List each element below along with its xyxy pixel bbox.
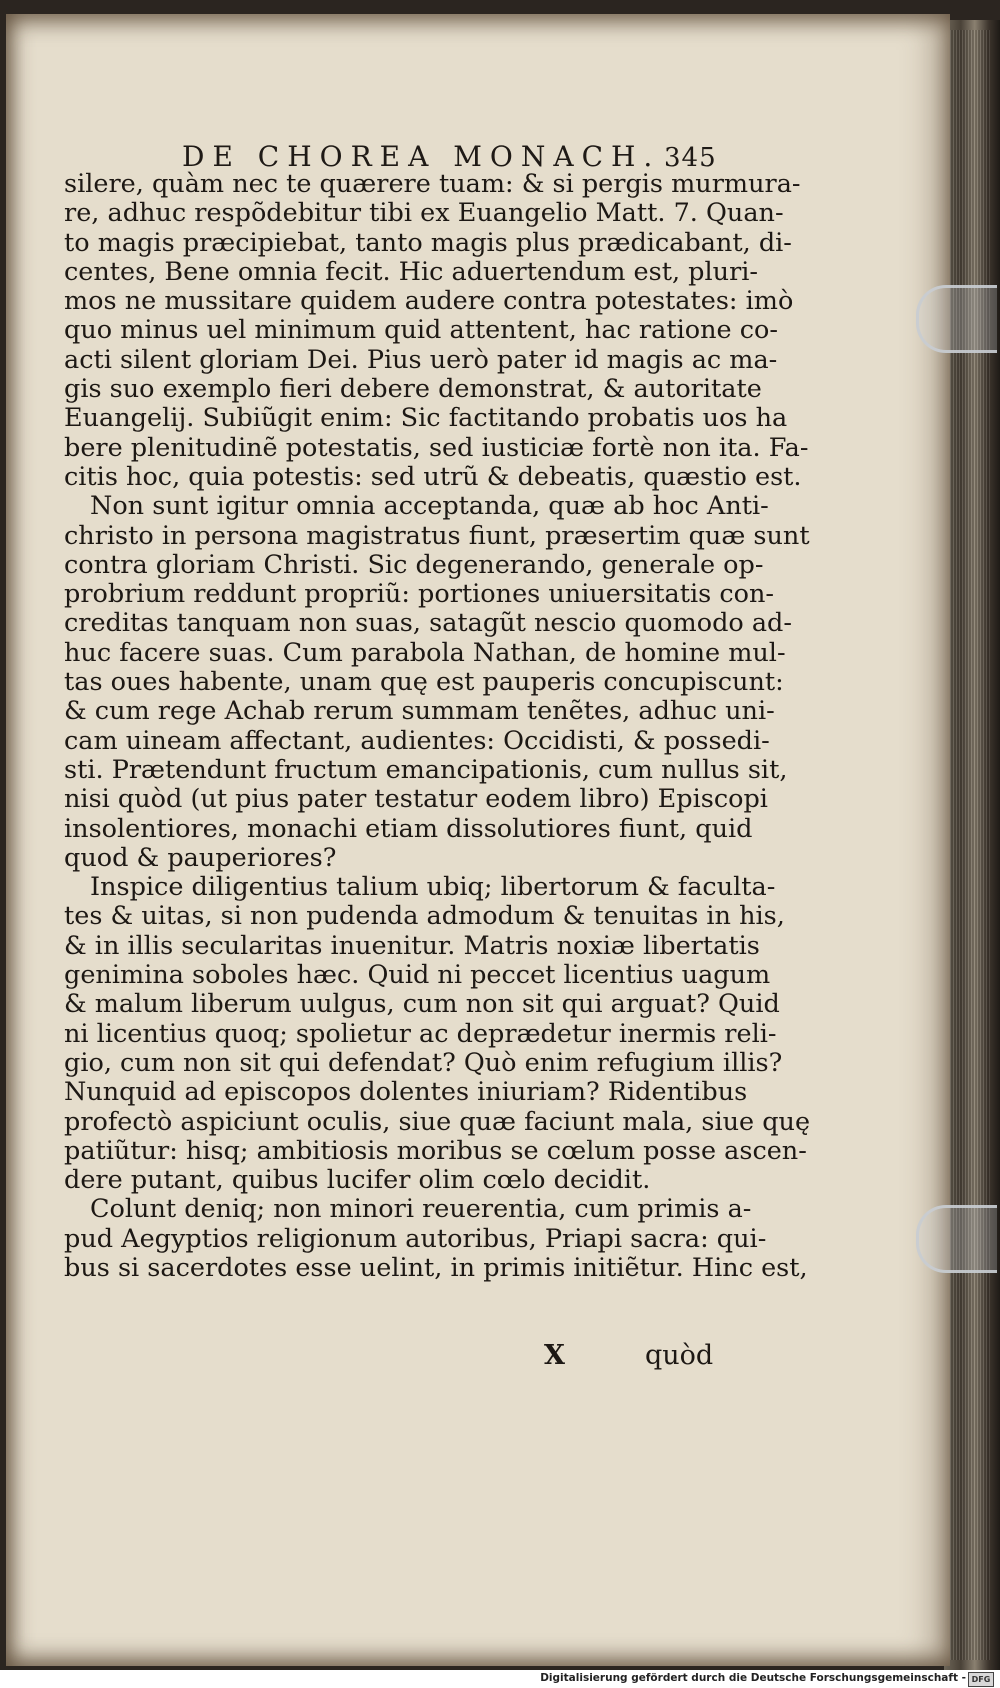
text-line: silere, quàm nec te quærere tuam: & si pergis murmura- [64, 169, 801, 199]
text-line: quod & pauperiores? [64, 842, 337, 873]
text-line: Non sunt igitur omnia acceptanda, quæ ab hoc Anti- [90, 491, 769, 522]
text-line: quo minus uel minimum quid attentent, hac ratione co- [64, 315, 778, 346]
text-line: re, adhuc respõdebitur tibi ex Euangelio Matt. 7. Quan- [64, 198, 784, 229]
text-line: Colunt deniq; non minori reuerentia, cum primis a- [90, 1194, 752, 1225]
text-line: & malum liberum uulgus, cum non sit qui arguat? Quid [64, 989, 780, 1020]
text-line: gio, cum non sit qui defendat? Quò enim refugium illis? [64, 1047, 783, 1078]
text-line: & cum rege Achab rerum summam tenẽtes, adhuc uni- [64, 696, 775, 727]
page-number: 345 [664, 143, 717, 173]
text-line: pud Aegyptios religionum autoribus, Priapi sacra: qui- [64, 1223, 767, 1254]
signature-mark: X [544, 1340, 565, 1371]
text-line: Euangelij. Subiũgit enim: Sic factitando probatis uos ha [64, 403, 788, 434]
text-line: dere putant, quibus lucifer olim cœlo decidit. [64, 1165, 651, 1196]
text-line: creditas tanquam non suas, satagũt nescio quomodo ad- [64, 608, 792, 639]
text-line: christo in persona magistratus fiunt, præsertim quæ sunt [64, 520, 810, 551]
page-clip-top [916, 285, 997, 353]
text-line: mos ne mussitare quidem audere contra potestates: imò [64, 286, 794, 317]
text-line: patiũtur: hisq; ambitiosis moribus se cœlum posse ascen- [64, 1135, 807, 1166]
page-clip-bottom [916, 1205, 997, 1273]
text-line: centes, Bene omnia fecit. Hic aduertendum est, pluri- [64, 256, 759, 287]
book-page-edges-texture [950, 30, 990, 1660]
text-line: ni licentius quoq; spolietur ac deprædetur inermis reli- [64, 1018, 777, 1049]
text-line: profectò aspiciunt oculis, siue quæ faciunt mala, siue quę [64, 1106, 811, 1137]
footer-credit: Digitalisierung gefördert durch die Deutsche Forschungsgemeinschaft - [540, 1672, 966, 1684]
text-line: Inspice diligentius talium ubiq; libertorum & faculta- [90, 872, 776, 903]
text-line: probrium reddunt propriũ: portiones uniuersitatis con- [64, 579, 775, 610]
text-line: & in illis secularitas inuenitur. Matris noxiæ libertatis [64, 930, 760, 961]
text-line: sti. Prætendunt fructum emancipationis, cum nullus sit, [64, 754, 788, 785]
text-line: tes & uitas, si non pudenda admodum & tenuitas in his, [64, 901, 785, 932]
text-line: contra gloriam Christi. Sic degenerando, generale op- [64, 549, 764, 580]
text-line: to magis præcipiebat, tanto magis plus prædicabant, di- [64, 227, 792, 258]
running-title: DE CHOREA MONACH. [182, 140, 661, 173]
dfg-logo-icon: DFG [968, 1672, 994, 1687]
text-line: genimina soboles hæc. Quid ni peccet licentius uagum [64, 960, 771, 991]
text-line: acti silent gloriam Dei. Pius uerò pater id magis ac ma- [64, 344, 778, 375]
text-line: citis hoc, quia potestis: sed utrũ & debeatis, quæstio est. [64, 461, 802, 492]
text-line: bere plenitudinẽ potestatis, sed iusticiæ fortè non ita. Fa- [64, 432, 809, 463]
text-line: nisi quòd (ut pius pater testatur eodem libro) Episcopi [64, 784, 768, 815]
text-line: huc facere suas. Cum parabola Nathan, de homine mul- [64, 637, 786, 668]
text-line: cam uineam affectant, audientes: Occidisti, & possedi- [64, 725, 770, 756]
text-line: bus si sacerdotes esse uelint, in primis initiẽtur. Hinc est, [64, 1252, 808, 1283]
catchword: quòd [645, 1340, 714, 1371]
text-line: tas oues habente, unam quę est pauperis concupiscunt: [64, 667, 784, 698]
text-line: gis suo exemplo fieri debere demonstrat, & autoritate [64, 374, 762, 405]
text-line: Nunquid ad episcopos dolentes iniuriam? Ridentibus [64, 1077, 748, 1108]
text-line: insolentiores, monachi etiam dissolutiores fiunt, quid [64, 813, 753, 844]
main-text-block [64, 169, 811, 1283]
